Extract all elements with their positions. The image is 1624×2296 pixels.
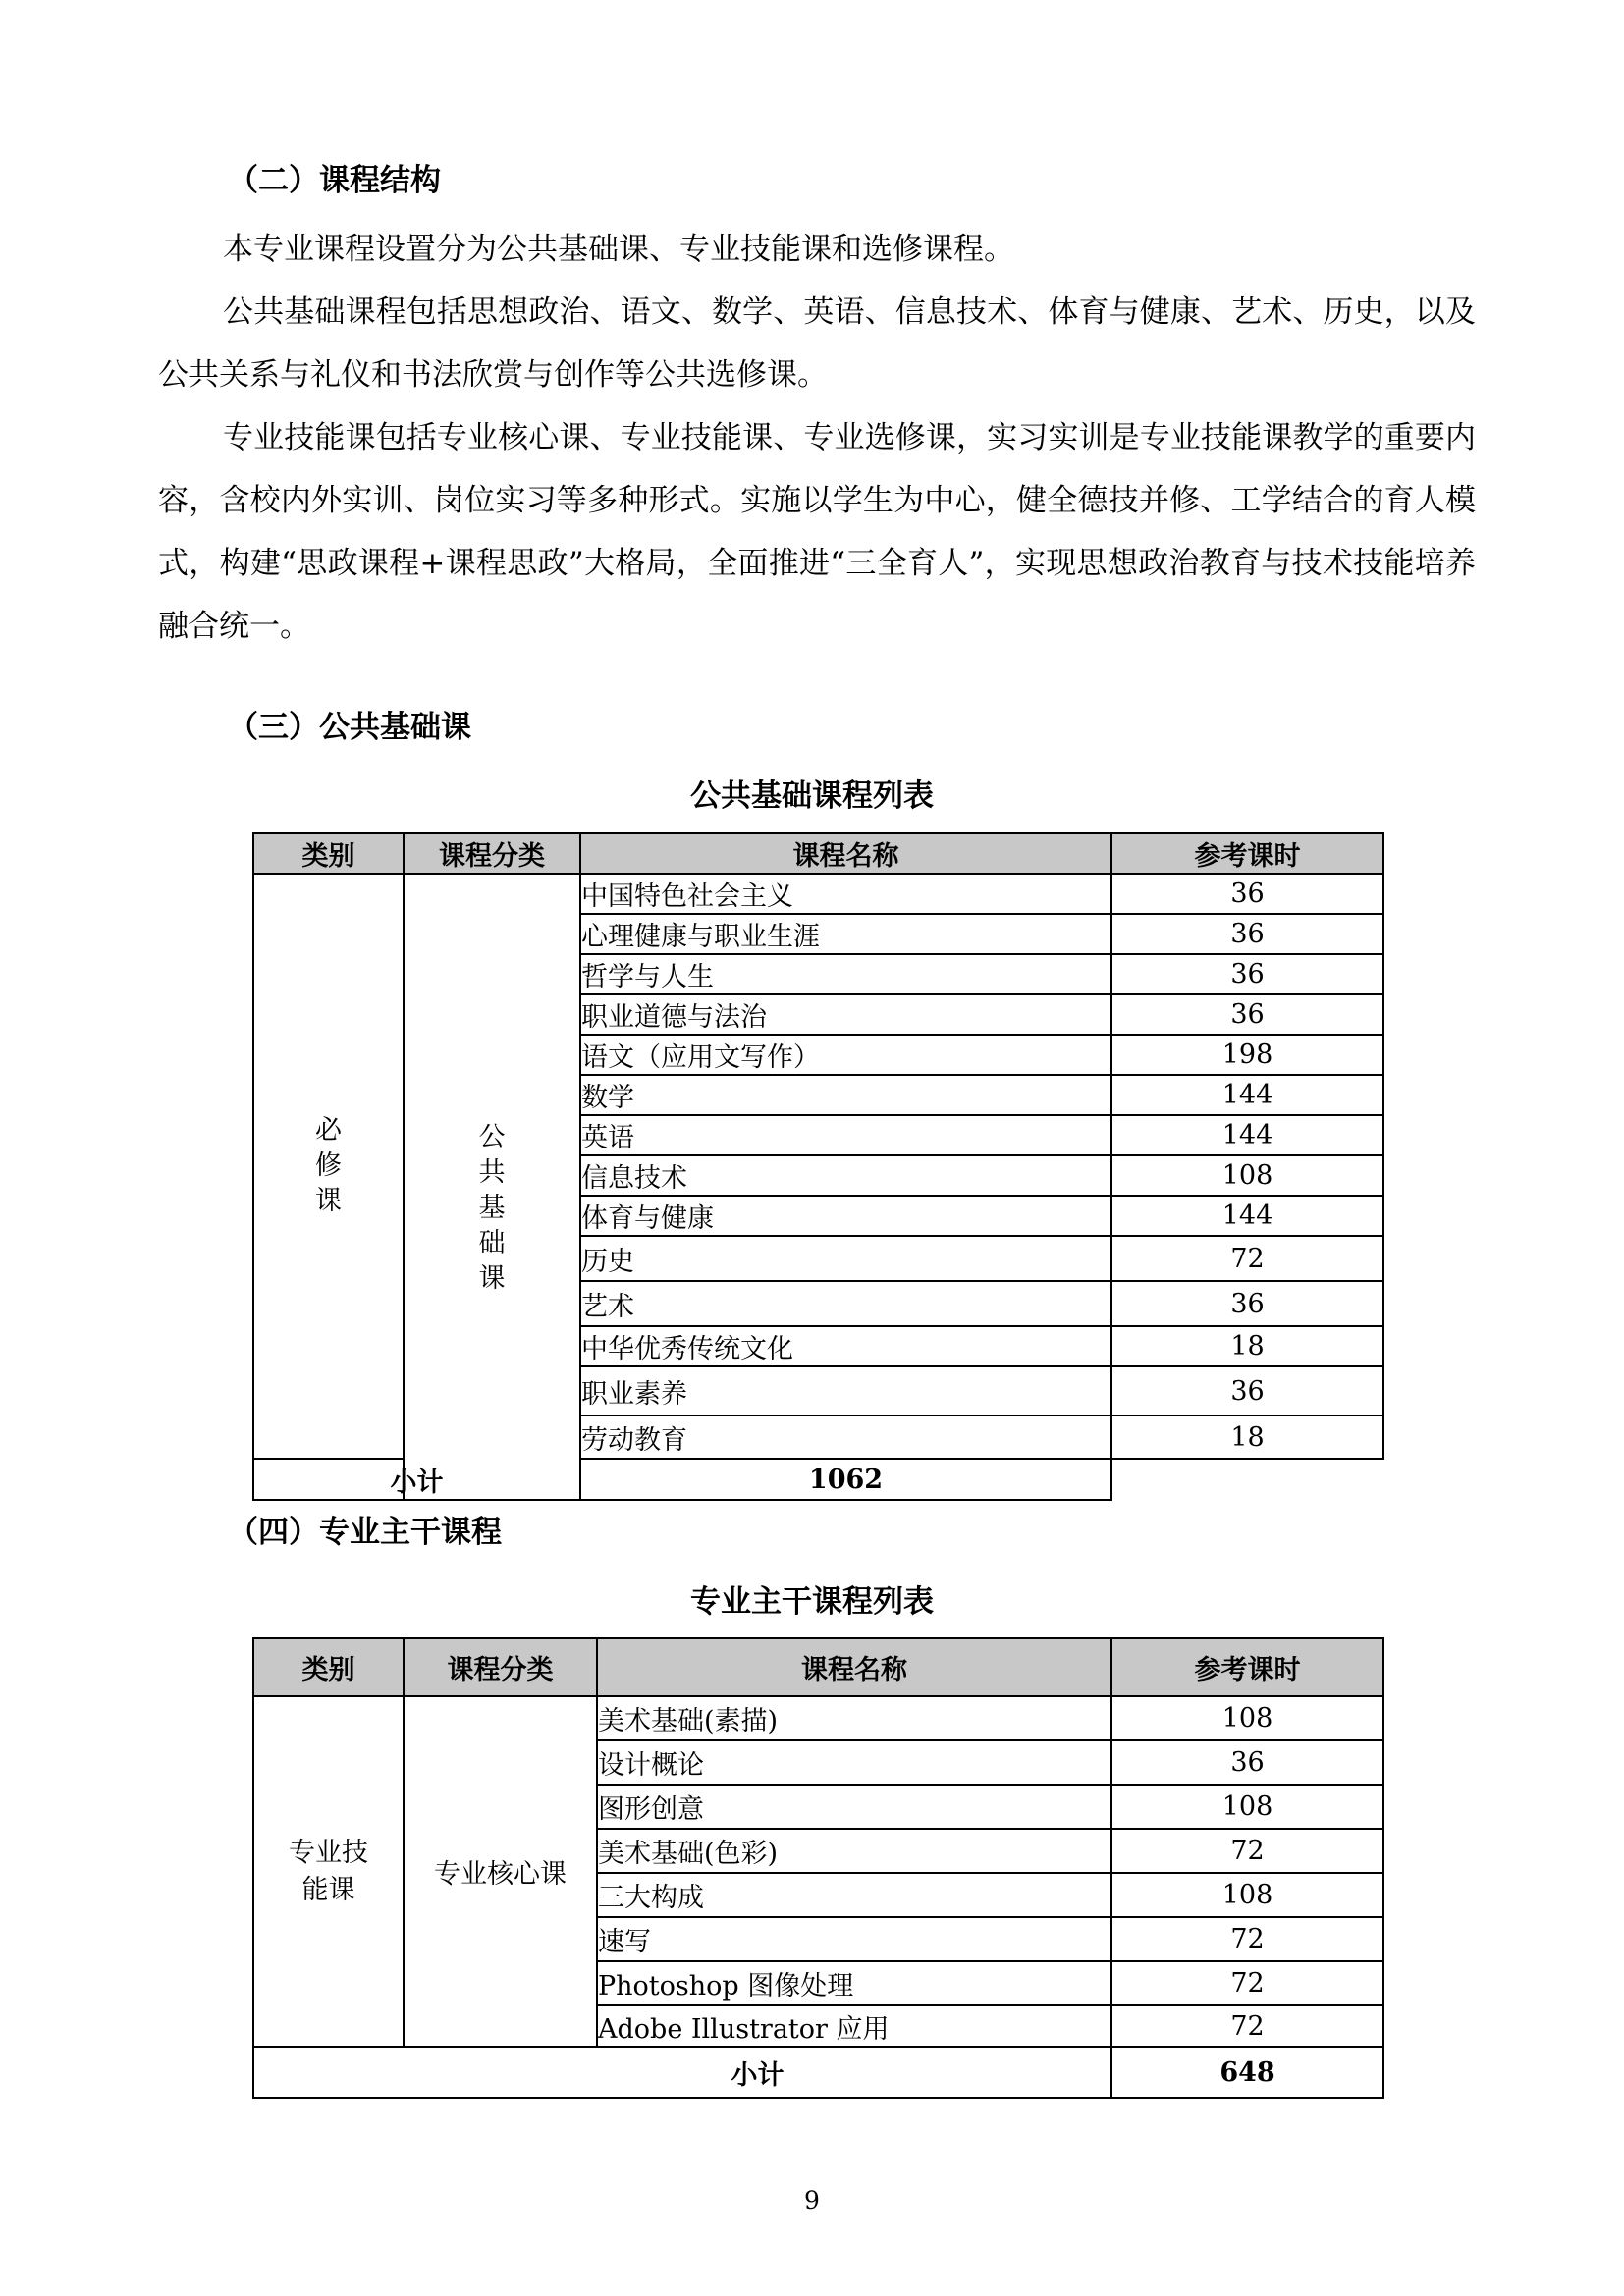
paragraph-public-basic: 公共基础课程包括思想政治、语文、数学、英语、信息技术、体育与健康、艺术、历史，以及公共关系与礼仪和书法欣赏与创作等公共选修课。 (158, 294, 1476, 393)
course-name: 语文（应用文写作） (580, 1035, 1111, 1075)
course-hours: 36 (1111, 914, 1383, 954)
course-hours: 72 (1111, 1961, 1383, 2005)
header-classification: 课程分类 (404, 1638, 597, 1696)
header-course-name: 课程名称 (597, 1638, 1111, 1696)
header-reference-hours: 参考课时 (1111, 833, 1383, 874)
section-heading-major-courses: （四）专业主干课程 (228, 1515, 502, 1550)
table-title-major-courses: 专业主干课程列表 (690, 1584, 934, 1620)
classification-cell (404, 1696, 597, 2047)
section-heading-public-basic: （三）公共基础课 (228, 710, 471, 745)
category-cell (253, 874, 404, 1459)
header-classification: 课程分类 (404, 833, 580, 874)
course-name: 美术基础(色彩) (597, 1829, 1111, 1873)
category-label: 专业技能课 (289, 1837, 368, 1905)
course-hours: 36 (1111, 1740, 1383, 1785)
course-name: 中华优秀传统文化 (580, 1326, 1111, 1366)
course-name: 数学 (580, 1075, 1111, 1115)
course-hours: 18 (1111, 1326, 1383, 1366)
course-name: 信息技术 (580, 1155, 1111, 1196)
table-header-row (253, 1638, 1383, 1696)
course-name: 图形创意 (597, 1785, 1111, 1829)
major-course-table (252, 1637, 1384, 2099)
course-name: 哲学与人生 (580, 954, 1111, 994)
course-name: 英语 (580, 1115, 1111, 1155)
subtotal-value: 1062 (580, 1459, 1111, 1500)
course-name: 职业道德与法治 (580, 994, 1111, 1035)
classification-cell (404, 874, 580, 1500)
course-hours: 108 (1111, 1696, 1383, 1740)
course-hours: 36 (1111, 874, 1383, 914)
course-name: Photoshop 图像处理 (597, 1961, 1111, 2005)
course-name: 中国特色社会主义 (580, 874, 1111, 914)
course-name: 历史 (580, 1236, 1111, 1281)
course-name: 劳动教育 (580, 1415, 1111, 1459)
course-name: 职业素养 (580, 1366, 1111, 1415)
table-header-row (253, 833, 1383, 874)
course-hours: 144 (1111, 1196, 1383, 1236)
page-number: 9 (804, 2186, 820, 2215)
section-heading-course-structure: （二）课程结构 (228, 163, 441, 198)
subtotal-row (253, 1459, 1383, 1500)
course-name: 设计概论 (597, 1740, 1111, 1785)
course-hours: 36 (1111, 994, 1383, 1035)
course-hours: 36 (1111, 1281, 1383, 1326)
header-category: 类别 (253, 1638, 404, 1696)
classification-label: 专业核心课 (434, 1859, 567, 1890)
table-title-public-basic: 公共基础课程列表 (690, 778, 934, 814)
public-basic-course-table (252, 832, 1384, 1501)
course-hours: 198 (1111, 1035, 1383, 1075)
category-cell (253, 1696, 404, 2047)
course-name: 艺术 (580, 1281, 1111, 1326)
course-hours: 108 (1111, 1785, 1383, 1829)
classification-label: 公共基础课 (478, 1122, 506, 1294)
course-hours: 108 (1111, 1873, 1383, 1917)
course-name: 速写 (597, 1917, 1111, 1961)
course-hours: 36 (1111, 954, 1383, 994)
course-hours: 36 (1111, 1366, 1383, 1415)
course-hours: 72 (1111, 1829, 1383, 1873)
header-reference-hours: 参考课时 (1111, 1638, 1383, 1696)
course-name: 心理健康与职业生涯 (580, 914, 1111, 954)
course-hours: 144 (1111, 1075, 1383, 1115)
course-name: Adobe Illustrator 应用 (597, 2005, 1111, 2047)
course-name: 三大构成 (597, 1873, 1111, 1917)
course-name: 美术基础(素描) (597, 1696, 1111, 1740)
header-category: 类别 (253, 833, 404, 874)
paragraph-course-setup: 本专业课程设置分为公共基础课、专业技能课和选修课程。 (223, 232, 1014, 267)
course-hours: 108 (1111, 1155, 1383, 1196)
course-hours: 72 (1111, 2005, 1383, 2047)
header-course-name: 课程名称 (580, 833, 1111, 874)
subtotal-row (253, 2047, 1383, 2098)
course-hours: 72 (1111, 1917, 1383, 1961)
subtotal-value: 648 (1111, 2047, 1383, 2098)
subtotal-label: 小计 (253, 1459, 580, 1500)
table-row (253, 1696, 1383, 1740)
table-row (253, 874, 1383, 914)
category-label: 必修课 (315, 1115, 342, 1216)
course-hours: 144 (1111, 1115, 1383, 1155)
course-name: 体育与健康 (580, 1196, 1111, 1236)
course-hours: 72 (1111, 1236, 1383, 1281)
subtotal-label: 小计 (253, 2047, 1111, 2098)
course-hours: 18 (1111, 1415, 1383, 1459)
paragraph-professional-skills: 专业技能课包括专业核心课、专业技能课、专业选修课，实习实训是专业技能课教学的重要内容，含校内外实训、岗位实习等多种形式。实施以学生为中心，健全德技并修、工学结合的育人模式，构建“思政课程+课程思政”大格局，全面推进“三全育人”，实现思想政治教育与技术技能培养融合统一。 (158, 420, 1476, 644)
